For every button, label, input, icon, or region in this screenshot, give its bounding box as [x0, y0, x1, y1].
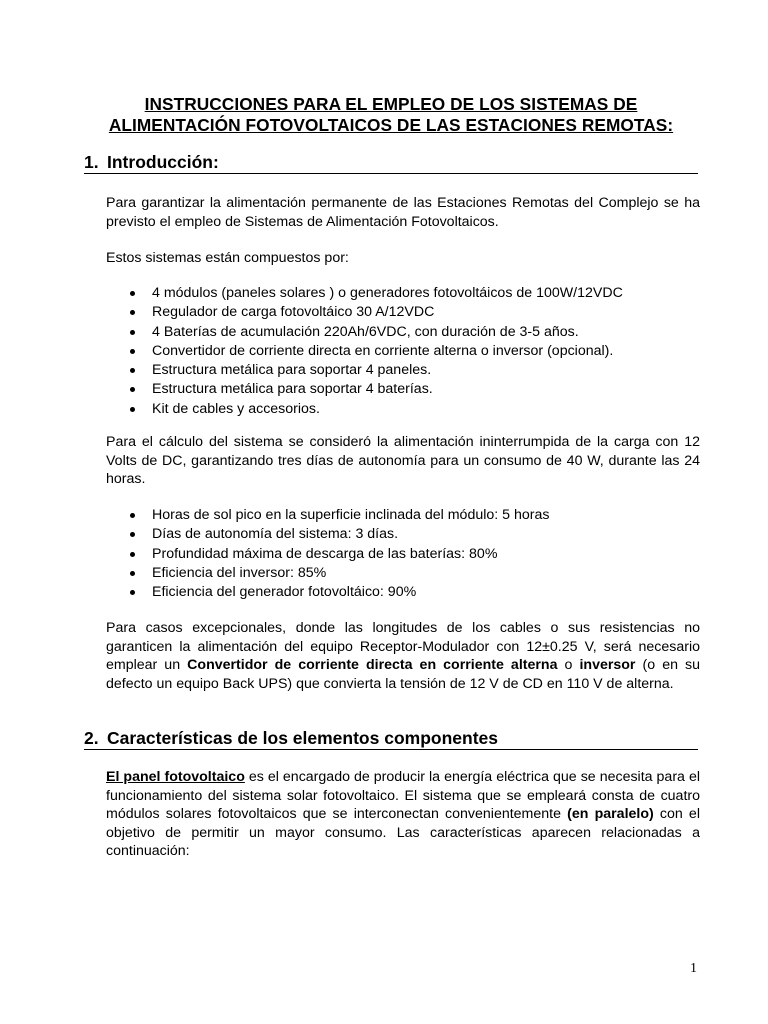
page-number: 1: [690, 961, 697, 976]
list-item: Días de autonomía del sistema: 3 días.: [106, 525, 700, 544]
calculation-paragraph: Para el cálculo del sistema se consideró la alimentación ininterrumpida de la carga con 12 Volts de DC, garantizando tres días de autonomía para un consumo de 40 W, durante las 24 horas.: [106, 434, 700, 487]
parallel-term: (en paralelo): [567, 806, 654, 822]
list-item: 4 módulos (paneles solares ) o generadores fotovoltáicos de 100W/12VDC: [106, 284, 700, 303]
list-item: Estructura metálica para soportar 4 paneles.: [106, 361, 700, 380]
inverter-text-3: (o en su defecto un equipo Back UPS) que convierta la tensión de 12 V de CD en 110 V de alterna.: [106, 657, 701, 692]
list-item: Profundidad máxima de descarga de las baterías: 80%: [106, 545, 700, 564]
title-line-2: ALIMENTACIÓN FOTOVOLTAICOS DE LAS ESTACIONES REMOTAS:: [108, 115, 674, 135]
section-1-title: Introducción:: [107, 152, 219, 172]
panel-text-1: es el encargado de producir la energía eléctrica que se necesita para el funcionamiento del sistema solar fotovoltaico. El sistema que se empleará consta de cuatro módulos solares fotovoltaicos que se interconectan convenientemente: [106, 769, 700, 822]
section-2-number: 2.: [84, 728, 99, 748]
section-2-heading: [84, 728, 698, 750]
section-2-title: Características de los elementos componentes: [107, 728, 498, 748]
inverter-text-2: o: [557, 657, 580, 673]
inverter-term: inversor: [579, 657, 636, 673]
list-item: Eficiencia del inversor: 85%: [106, 564, 700, 583]
title-line-1: INSTRUCCIONES PARA EL EMPLEO DE LOS SISTEMAS DE: [144, 94, 638, 114]
parameters-list: [106, 506, 700, 602]
section-1-number: 1.: [84, 152, 99, 172]
list-item: Estructura metálica para soportar 4 baterías.: [106, 380, 700, 399]
components-list: [106, 284, 700, 419]
section-1-heading: [84, 152, 698, 174]
converter-term: Convertidor de corriente directa en corriente alterna: [187, 657, 558, 673]
intro-paragraph: Para garantizar la alimentación permanente de las Estaciones Remotas del Complejo se ha previsto el empleo de Sistemas de Alimentación Fotovoltaicos.: [106, 195, 700, 230]
list-item: Regulador de carga fotovoltáico 30 A/12VDC: [106, 303, 700, 322]
list-item: Kit de cables y accesorios.: [106, 400, 700, 419]
inverter-paragraph: [106, 619, 700, 693]
list-item: 4 Baterías de acumulación 220Ah/6VDC, con duración de 3-5 años.: [106, 323, 700, 342]
list-item: Eficiencia del generador fotovoltáico: 90%: [106, 583, 700, 602]
list-item: Convertidor de corriente directa en corriente alterna o inversor (opcional).: [106, 342, 700, 361]
panel-term: El panel fotovoltaico: [106, 769, 245, 785]
document-title: [84, 94, 698, 136]
inverter-text-1: Para casos excepcionales, donde las longitudes de los cables o sus resistencias no garanticen la alimentación del equipo Receptor-Modulador con 12±0.25 V, será necesario emplear un: [106, 620, 700, 673]
panel-text-2: con el objetivo de permitir un mayor consumo. Las características aparecen relacionadas a continuación:: [106, 806, 700, 859]
list-item: Horas de sol pico en la superficie inclinada del módulo: 5 horas: [106, 506, 700, 525]
panel-paragraph: [106, 768, 700, 861]
components-intro: Estos sistemas están compuestos por:: [106, 250, 349, 266]
